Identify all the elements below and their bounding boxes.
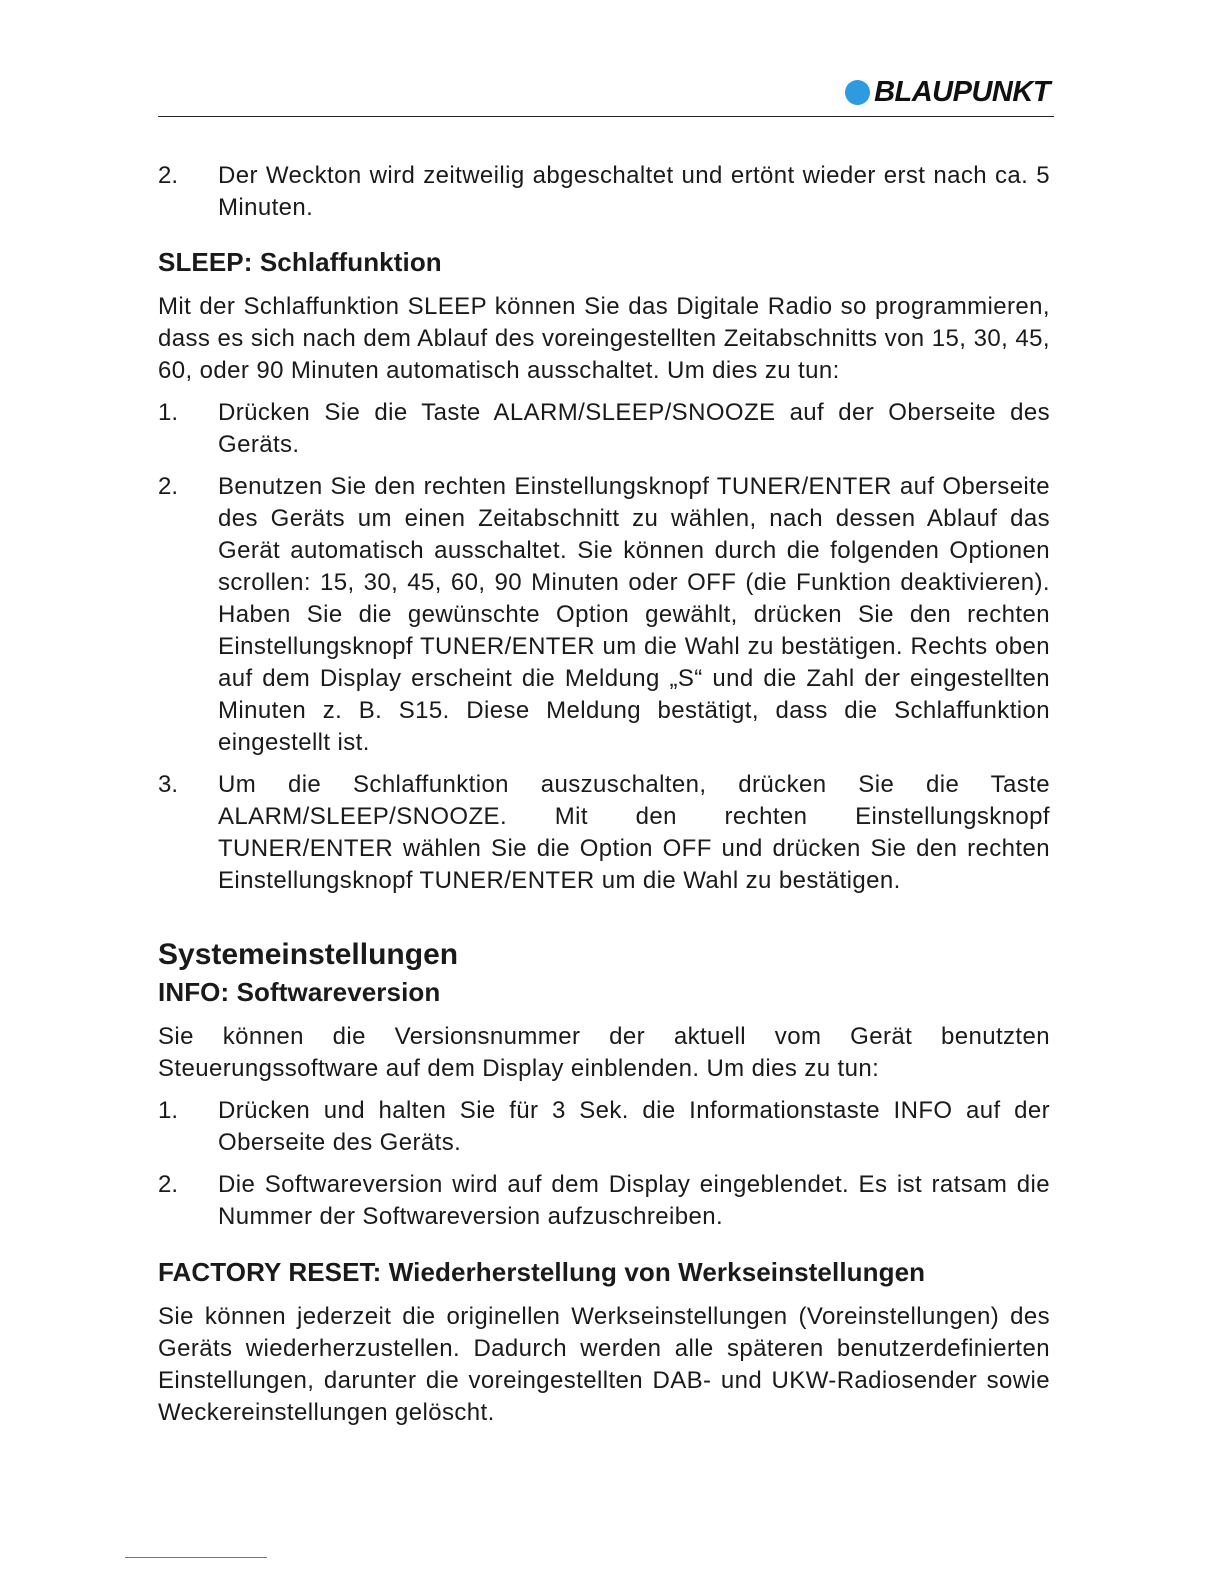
info-paragraph: Sie können die Versionsnummer der aktuell vom Gerät benutzten Steuerungssoftware auf dem Display einblenden. Um dies zu tun: — [158, 1023, 1050, 1082]
list-item — [158, 1095, 1050, 1159]
list-number: 1. — [158, 1097, 179, 1124]
brand-name: BLAUPUNKT — [874, 76, 1050, 108]
brand-dot-icon — [845, 80, 870, 105]
list-number: 1. — [158, 399, 179, 426]
brand-logo — [845, 76, 1050, 109]
sleep-paragraph: Mit der Schlaffunktion SLEEP können Sie das Digitale Radio so programmieren, dass es sich nach dem Ablauf des voreingestellten Zeitabschnitts von 15, 30, 45, 60, oder 90 Minuten automatisch ausschaltet. Um dies zu tun: — [158, 293, 1050, 384]
list-item — [158, 471, 1050, 759]
reset-paragraph: Sie können jederzeit die originellen Werkseinstellungen (Voreinstellungen) des Geräts wiederherzustellen. Dadurch werden alle späteren benutzerdefinierten Einstellungen, darunter die voreingestellten DAB- und UKW-Radiosender sowie Weckereinstellungen gelöscht. — [158, 1303, 1050, 1426]
page-header — [158, 74, 1054, 117]
list-text: Um die Schlaffunktion auszuschalten, drücken Sie die Taste ALARM/SLEEP/SNOOZE. Mit den rechten Einstellungsknopf TUNER/ENTER wählen Sie die Option OFF und drücken Sie den rechten Einstellungsknopf TUNER/ENTER um die Wahl zu bestätigen. — [218, 771, 1050, 894]
list-item — [158, 397, 1050, 461]
list-item — [158, 160, 1050, 224]
page-content — [158, 160, 1050, 1429]
list-text: Benutzen Sie den rechten Einstellungsknopf TUNER/ENTER auf Oberseite des Geräts um einen Zeitabschnitt zu wählen, nach dessen Ablauf das Gerät automatisch ausschaltet. Sie können durch die folgenden Optionen scrollen: 15, 30, 45, 60, 90 Minuten oder OFF (die Funktion deaktivieren). Haben Sie die gewünschte Option gewählt, drücken Sie den rechten Einstellungsknopf TUNER/ENTER um die Wahl zu bestätigen. Rechts oben auf dem Display erscheint die Meldung „S“ und die Zahl der eingestellten Minuten z. B. S15. Diese Meldung bestätigt, dass die Schlaffunktion eingestellt ist. — [218, 473, 1050, 756]
footer-link-underline — [125, 1557, 267, 1558]
list-item — [158, 1169, 1050, 1233]
list-item — [158, 769, 1050, 897]
list-number: 3. — [158, 771, 179, 798]
system-heading: Systemeinstellungen — [158, 938, 459, 971]
list-number: 2. — [158, 473, 179, 500]
list-text: Der Weckton wird zeitweilig abgeschaltet und ertönt wieder erst nach ca. 5 Minuten. — [218, 162, 1050, 221]
list-text: Die Softwareversion wird auf dem Display eingeblendet. Es ist ratsam die Nummer der Softwareversion aufzuschreiben. — [218, 1171, 1050, 1230]
list-text: Drücken Sie die Taste ALARM/SLEEP/SNOOZE auf der Oberseite des Geräts. — [218, 399, 1050, 458]
reset-heading: FACTORY RESET: Wiederherstellung von Werkseinstellungen — [158, 1257, 926, 1287]
list-number: 2. — [158, 162, 179, 189]
info-heading: INFO: Softwareversion — [158, 977, 441, 1007]
sleep-heading: SLEEP: Schlaffunktion — [158, 247, 442, 277]
list-number: 2. — [158, 1171, 179, 1198]
list-text: Drücken und halten Sie für 3 Sek. die Informationstaste INFO auf der Oberseite des Geräts. — [218, 1097, 1050, 1156]
